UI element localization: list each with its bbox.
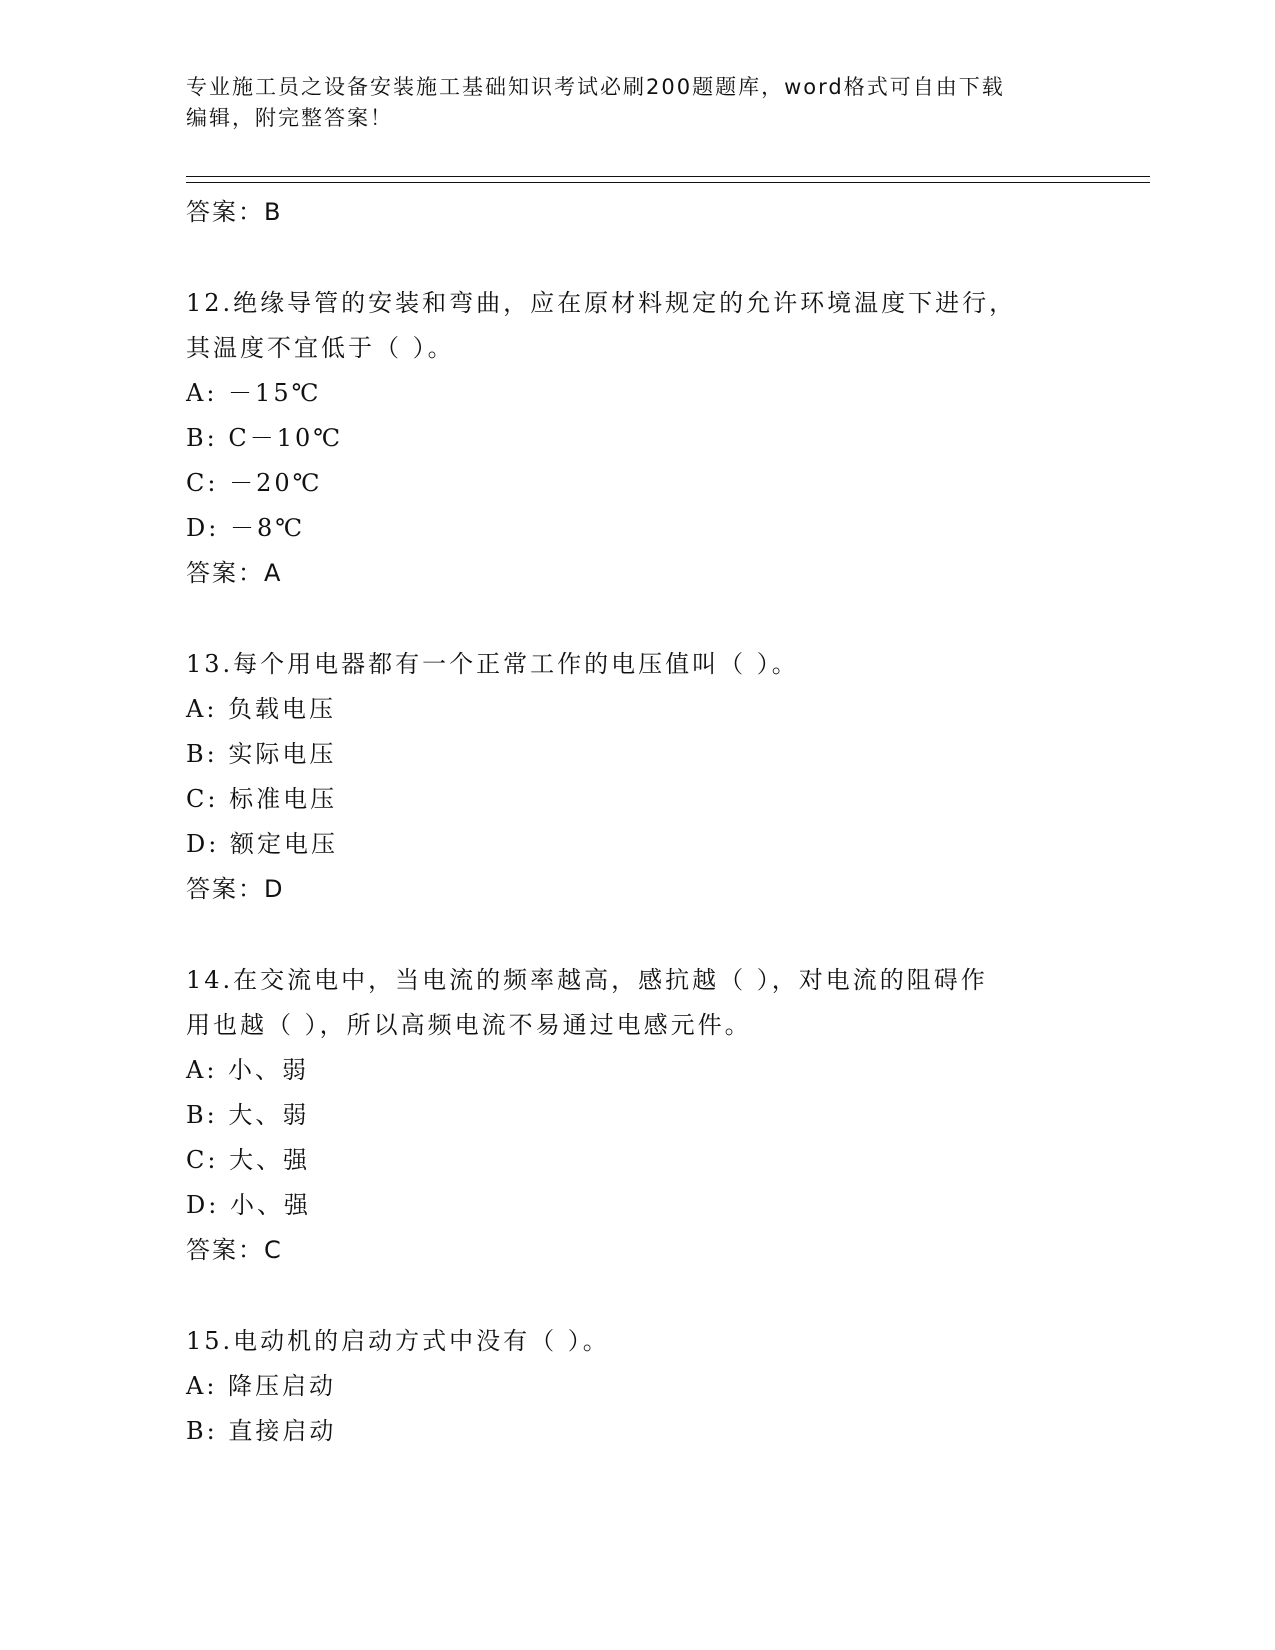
question-13 [186,642,1066,912]
header-divider-top [186,176,1150,177]
option-a: A: 负载电压 [186,695,337,723]
spacer [186,596,1066,642]
spacer [186,912,1066,958]
question-text-line: 用也越（ ），所以高频电流不易通过电感元件。 [186,1011,752,1039]
question-text-line: 15.电动机的启动方式中没有（ ）。 [186,1327,610,1355]
spacer [186,235,1066,281]
answer: 答案：D [186,875,285,903]
question-text-line: 12.绝缘导管的安装和弯曲，应在原材料规定的允许环境温度下进行， [186,289,1017,317]
option-b: B: 直接启动 [186,1417,337,1445]
option-c: C: 大、强 [186,1146,311,1174]
option-c: C: 标准电压 [186,785,338,813]
answer: 答案：C [186,1236,283,1264]
question-text-line: 其温度不宜低于（ ）。 [186,334,455,362]
header-line-1: 专业施工员之设备安装施工基础知识考试必刷200题题库，word格式可自由下载 [186,75,1005,99]
option-d: D: 额定电压 [186,830,338,858]
question-text-line: 13.每个用电器都有一个正常工作的电压值叫（ ）。 [186,650,799,678]
question-content [186,190,1066,1454]
option-b: B: 实际电压 [186,740,337,768]
header-divider-bottom [186,182,1150,183]
option-c: C: －20℃ [186,469,323,497]
document-header [186,72,1066,134]
option-a: A: 降压启动 [186,1372,337,1400]
option-d: D: 小、强 [186,1191,311,1219]
option-b: B: 大、弱 [186,1101,310,1129]
previous-answer: 答案：B [186,198,283,226]
option-a: A: 小、弱 [186,1056,310,1084]
option-a: A: －15℃ [186,379,322,407]
option-d: D: －8℃ [186,514,306,542]
question-text-line: 14.在交流电中，当电流的频率越高，感抗越（ ），对电流的阻碍作 [186,966,988,994]
option-b: B: C－10℃ [186,424,344,452]
spacer [186,1273,1066,1319]
question-12 [186,281,1066,596]
question-15 [186,1319,1066,1454]
answer: 答案：A [186,559,283,587]
header-line-2: 编辑，附完整答案！ [186,106,393,130]
question-14 [186,958,1066,1273]
